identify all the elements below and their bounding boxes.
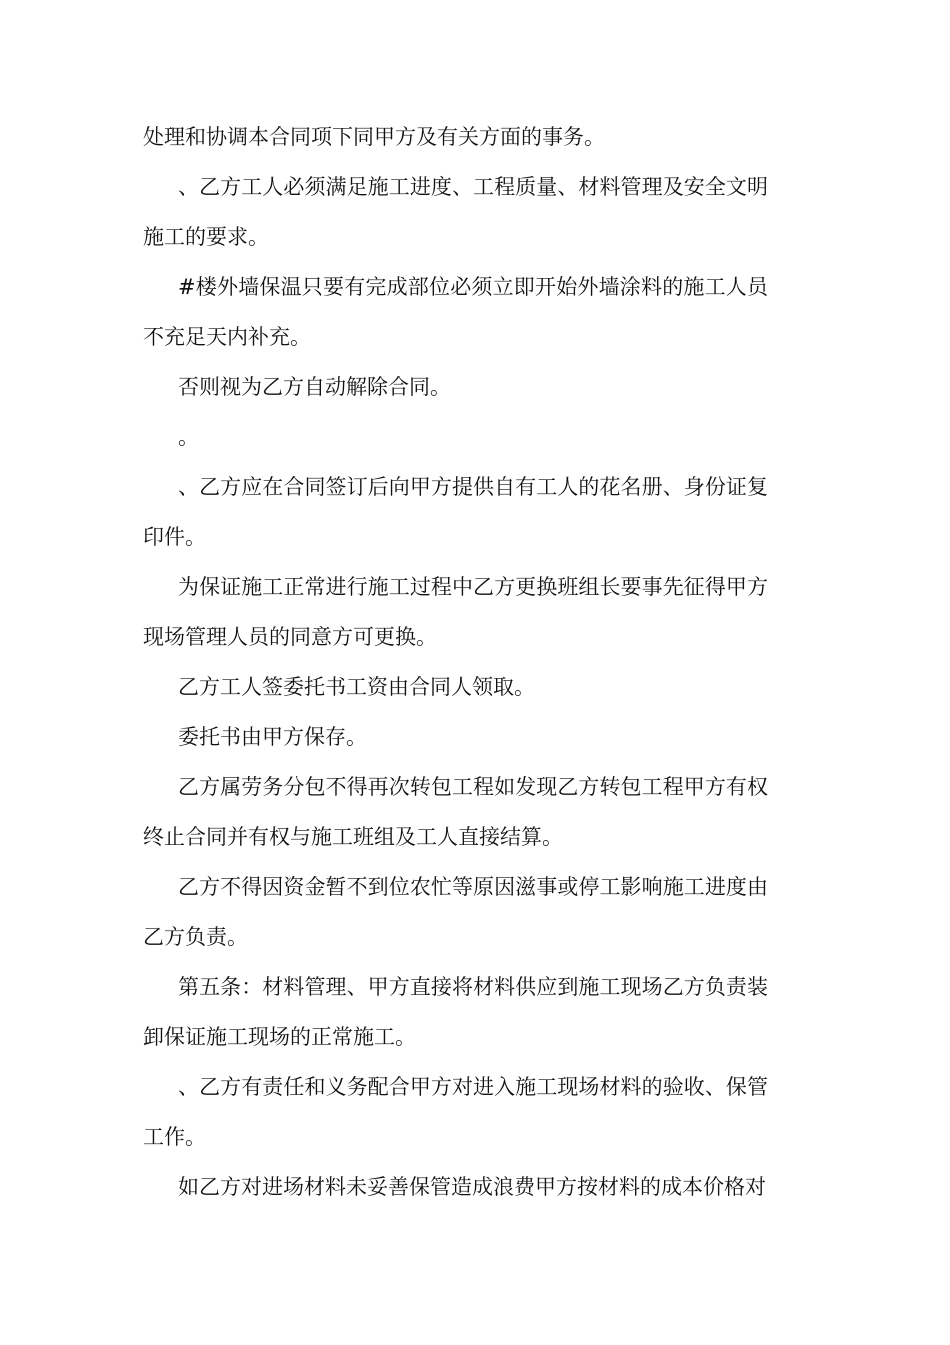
paragraph: 处理和协调本合同项下同甲方及有关方面的事务。 — [143, 125, 605, 149]
paragraph: 如乙方对进场材料未妥善保管造成浪费甲方按材料的成本价格对 — [178, 1175, 766, 1199]
paragraph: 委托书由甲方保存。 — [178, 725, 367, 749]
paragraph: 乙方工人签委托书工资由合同人领取。 — [178, 675, 535, 699]
paragraph: 、乙方工人必须满足施工进度、工程质量、材料管理及安全文明施工的要求。 — [143, 175, 768, 249]
paragraph: 第五条：材料管理、甲方直接将材料供应到施工现场乙方负责装卸保证施工现场的正常施工。 — [143, 975, 768, 1049]
paragraph: 、乙方有责任和义务配合甲方对进入施工现场材料的验收、保管工作。 — [143, 1075, 768, 1149]
paragraph: 乙方不得因资金暂不到位农忙等原因滋事或停工影响施工进度由乙方负责。 — [143, 875, 768, 949]
paragraph: #楼外墙保温只要有完成部位必须立即开始外墙涂料的施工人员不充足天内补充。 — [143, 275, 768, 349]
paragraph: 乙方属劳务分包不得再次转包工程如发现乙方转包工程甲方有权终止合同并有权与施工班组及工人直接结算。 — [143, 775, 768, 849]
document-body — [143, 112, 768, 1212]
paragraph: 否则视为乙方自动解除合同。 — [178, 375, 451, 399]
paragraph: 、乙方应在合同签订后向甲方提供自有工人的花名册、身份证复印件。 — [143, 475, 768, 549]
paragraph: 为保证施工正常进行施工过程中乙方更换班组长要事先征得甲方现场管理人员的同意方可更换。 — [143, 575, 768, 649]
paragraph: 。 — [178, 425, 199, 449]
